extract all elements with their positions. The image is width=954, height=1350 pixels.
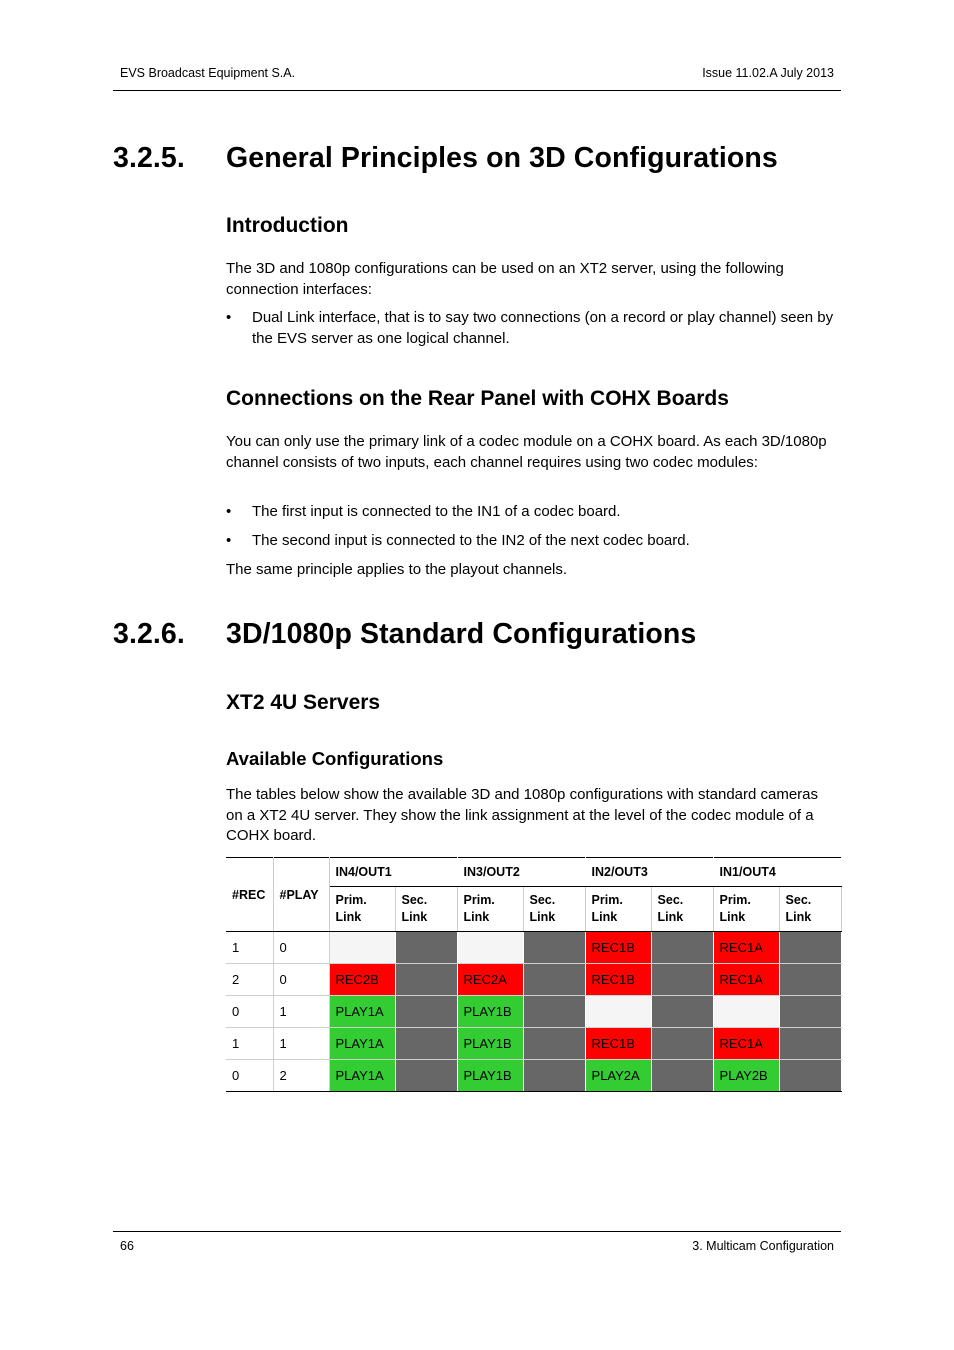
group-header: IN2/OUT3 [585,858,713,887]
link-cell: REC1A [713,964,779,996]
rec-count-cell: 0 [226,996,273,1028]
link-cell [523,996,585,1028]
link-cell [523,1060,585,1092]
link-cell: PLAY1B [457,1060,523,1092]
bullet-text: Dual Link interface, that is to say two connections (on a record or play channel) seen by the EVS server as one logical channel. [252,309,834,347]
group-header: IN4/OUT1 [329,858,457,887]
link-cell [523,932,585,964]
link-cell: REC1B [585,1028,651,1060]
page-number: 66 [120,1239,134,1253]
link-cell [329,932,395,964]
available-configurations-heading: Available Configurations [226,748,444,769]
play-count-cell: 0 [273,932,329,964]
section-326-number: 3.2.6. [113,618,185,650]
table-row [226,964,841,996]
link-cell: REC2B [329,964,395,996]
sec-link-header: Sec. Link [395,887,457,932]
prim-link-header: Prim. Link [713,887,779,932]
link-cell: PLAY1B [457,996,523,1028]
link-cell: PLAY2A [585,1060,651,1092]
link-cell [779,964,841,996]
prim-link-header: Prim. Link [329,887,395,932]
link-cell: REC1A [713,1028,779,1060]
rec-count-cell: 1 [226,932,273,964]
connections-bullet-2 [226,531,838,552]
link-cell [395,932,457,964]
link-cell [651,1028,713,1060]
group-header: IN1/OUT4 [713,858,841,887]
link-cell [585,996,651,1028]
link-cell: REC1B [585,932,651,964]
link-cell: PLAY1B [457,1028,523,1060]
link-cell [395,1028,457,1060]
link-cell [651,932,713,964]
link-cell: REC2A [457,964,523,996]
connections-heading: Connections on the Rear Panel with COHX Boards [226,387,729,410]
prim-link-header: Prim. Link [457,887,523,932]
connections-closing: The same principle applies to the playout channels. [226,561,568,578]
sec-link-header: Sec. Link [779,887,841,932]
bullet-dot: • [226,309,232,326]
page-header [113,66,841,91]
bullet-dot: • [226,503,232,520]
connections-bullet-1 [226,502,838,523]
link-cell: PLAY2B [713,1060,779,1092]
link-cell [523,1028,585,1060]
bullet-dot: • [226,532,232,549]
link-cell [457,932,523,964]
introduction-heading: Introduction [226,214,349,237]
configurations-table [226,857,842,1092]
introduction-paragraph: The 3D and 1080p configurations can be used on an XT2 server, using the following connection interfaces: [226,260,784,298]
play-count-cell: 2 [273,1060,329,1092]
rec-count-cell: 2 [226,964,273,996]
link-cell: PLAY1A [329,996,395,1028]
rec-column-header: #REC [226,858,273,932]
header-company: EVS Broadcast Equipment S.A. [120,66,296,80]
group-header: IN3/OUT2 [457,858,585,887]
link-cell [395,996,457,1028]
link-cell [651,1060,713,1092]
play-count-cell: 1 [273,1028,329,1060]
section-325-title: General Principles on 3D Configurations [226,142,778,174]
link-cell [779,1028,841,1060]
connections-paragraph: You can only use the primary link of a codec module on a COHX board. As each 3D/1080p channel consists of two inputs, each channel requires using two codec modules: [226,433,827,471]
link-cell [651,964,713,996]
table-body [226,932,841,1092]
page-footer [113,1231,841,1253]
footer-chapter: 3. Multicam Configuration [692,1239,834,1253]
table-row [226,1028,841,1060]
header-issue: Issue 11.02.A July 2013 [702,66,834,80]
bullet-text: The second input is connected to the IN2 of the next codec board. [252,532,690,549]
servers-heading: XT2 4U Servers [226,691,381,714]
introduction-bullet [226,308,838,349]
table-row [226,996,841,1028]
link-cell: REC1B [585,964,651,996]
table-row [226,932,841,964]
section-325-number: 3.2.5. [113,142,185,174]
link-cell: REC1A [713,932,779,964]
table-header-row [226,858,841,887]
play-column-header: #PLAY [273,858,329,932]
link-cell [395,1060,457,1092]
play-count-cell: 0 [273,964,329,996]
link-cell: PLAY1A [329,1028,395,1060]
section-326-title: 3D/1080p Standard Configurations [226,618,697,650]
link-cell [713,996,779,1028]
link-cell [395,964,457,996]
bullet-text: The first input is connected to the IN1 of a codec board. [252,503,621,520]
sec-link-header: Sec. Link [651,887,713,932]
link-cell [779,932,841,964]
rec-count-cell: 1 [226,1028,273,1060]
play-count-cell: 1 [273,996,329,1028]
link-cell [779,996,841,1028]
link-cell [523,964,585,996]
link-cell [651,996,713,1028]
available-configurations-paragraph: The tables below show the available 3D and 1080p configurations with standard cameras on a XT2 4U server. They show the link assignment at the level of the codec module of a COHX board. [226,786,819,845]
sec-link-header: Sec. Link [523,887,585,932]
prim-link-header: Prim. Link [585,887,651,932]
rec-count-cell: 0 [226,1060,273,1092]
table-row [226,1060,841,1092]
link-cell [779,1060,841,1092]
link-cell: PLAY1A [329,1060,395,1092]
